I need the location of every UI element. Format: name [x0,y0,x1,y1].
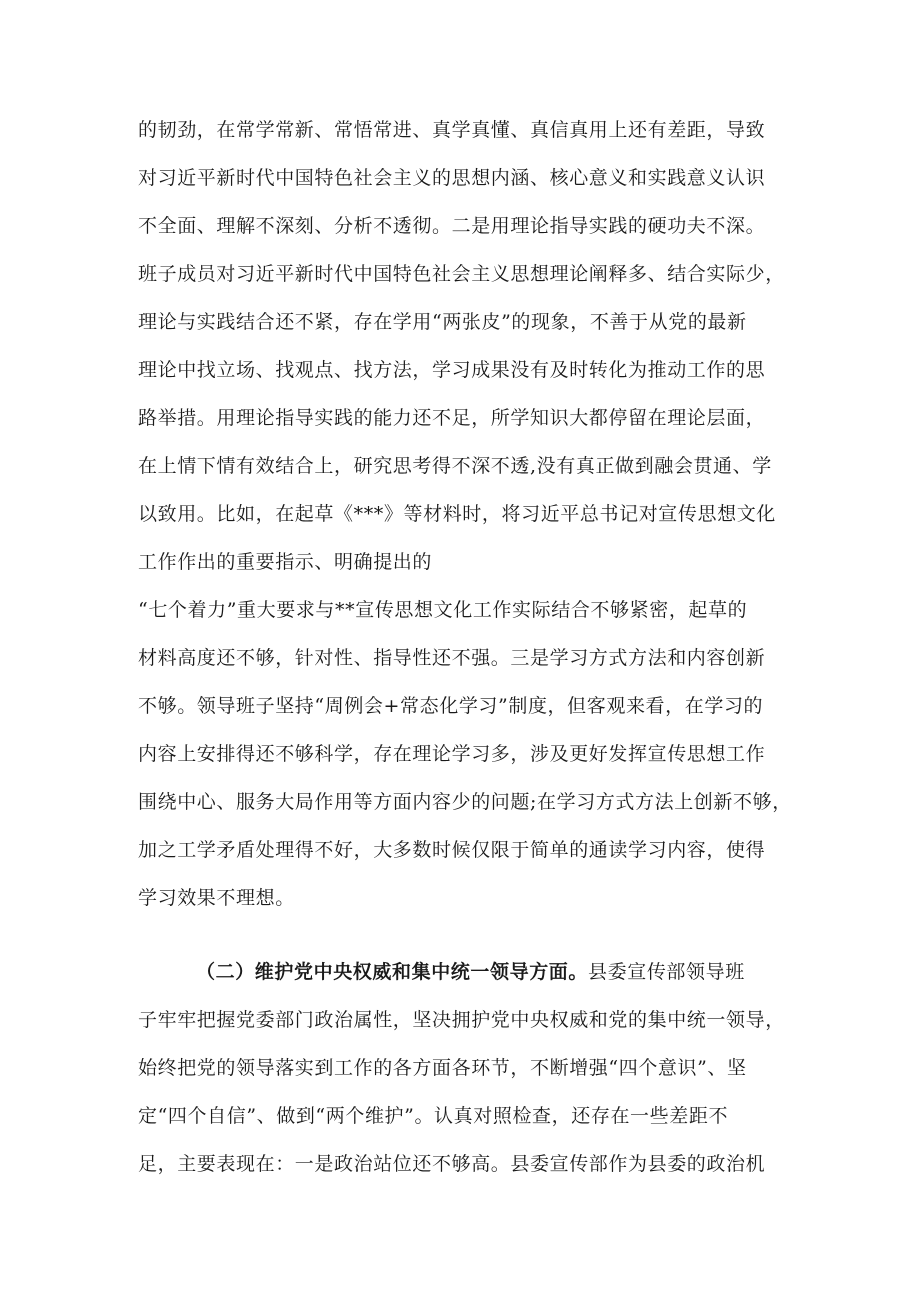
text-line: 围绕中心、服务大局作用等方面内容少的问题;在学习方式方法上创新不够， [138,791,792,813]
text-line: 在上情下情有效结合上，研究思考得不深不透,没有真正做到融会贯通、学 [138,455,772,477]
text-line: 足，主要表现在：一是政治站位还不够高。县委宣传部作为县委的政治机 [138,1153,766,1175]
text-line: 路举措。用理论指导实践的能力还不足，所学知识大都停留在理论层面， [138,407,766,429]
text-line: 定“四个自信”、做到“两个维护”。认真对照检查，还存在一些差距不 [138,1105,729,1127]
text-line: 不够。领导班子坚持“周例会+常态化学习”制度，但客观来看，在学习的 [138,695,764,717]
text-line: 理论与实践结合还不紧，存在学用“两张皮”的现象，不善于从党的最新 [138,311,747,333]
text-line: 学习效果不理想。 [138,887,295,909]
text-line: 对习近平新时代中国特色社会主义的思想内涵、核心意义和实践意义认识 [138,167,766,189]
text-line: 内容上安排得还不够科学，存在理论学习多，涉及更好发挥宣传思想工作 [138,743,766,765]
text-line: 材料高度还不够，针对性、指导性还不强。三是学习方式方法和内容创新 [138,647,766,669]
text-line: 班子成员对习近平新时代中国特色社会主义思想理论阐释多、结合实际少， [138,263,785,285]
text-line: 子牢牢把握党委部门政治属性，坚决拥护党中央权威和党的集中统一领导， [138,1009,785,1031]
section-heading-line [196,960,745,984]
section-heading: （二）维护党中央权威和集中统一领导方面。 [196,961,589,983]
text-line: 的韧劲，在常学常新、常悟常进、真学真懂、真信真用上还有差距，导致 [138,119,766,141]
text-line: 不全面、理解不深刻、分析不透彻。二是用理论指导实践的硬功夫不深。 [138,215,766,237]
text-line: 始终把党的领导落实到工作的各方面各环节，不断增强“四个意识”、坚 [138,1057,747,1079]
text-line: 加之工学矛盾处理得不好，大多数时候仅限于简单的通读学习内容，使得 [138,839,766,861]
text-line: 工作作出的重要指示、明确提出的 [138,551,433,573]
text-line: 理论中找立场、找观点、找方法，学习成果没有及时转化为推动工作的思 [138,359,766,381]
text-line: 以致用。比如，在起草《***》等材料时，将习近平总书记对宣传思想文化 [138,503,776,525]
section-heading-tail: 县委宣传部领导班 [588,961,745,983]
text-line: “七个着力”重大要求与**宣传思想文化工作实际结合不够紧密，起草的 [138,599,748,621]
